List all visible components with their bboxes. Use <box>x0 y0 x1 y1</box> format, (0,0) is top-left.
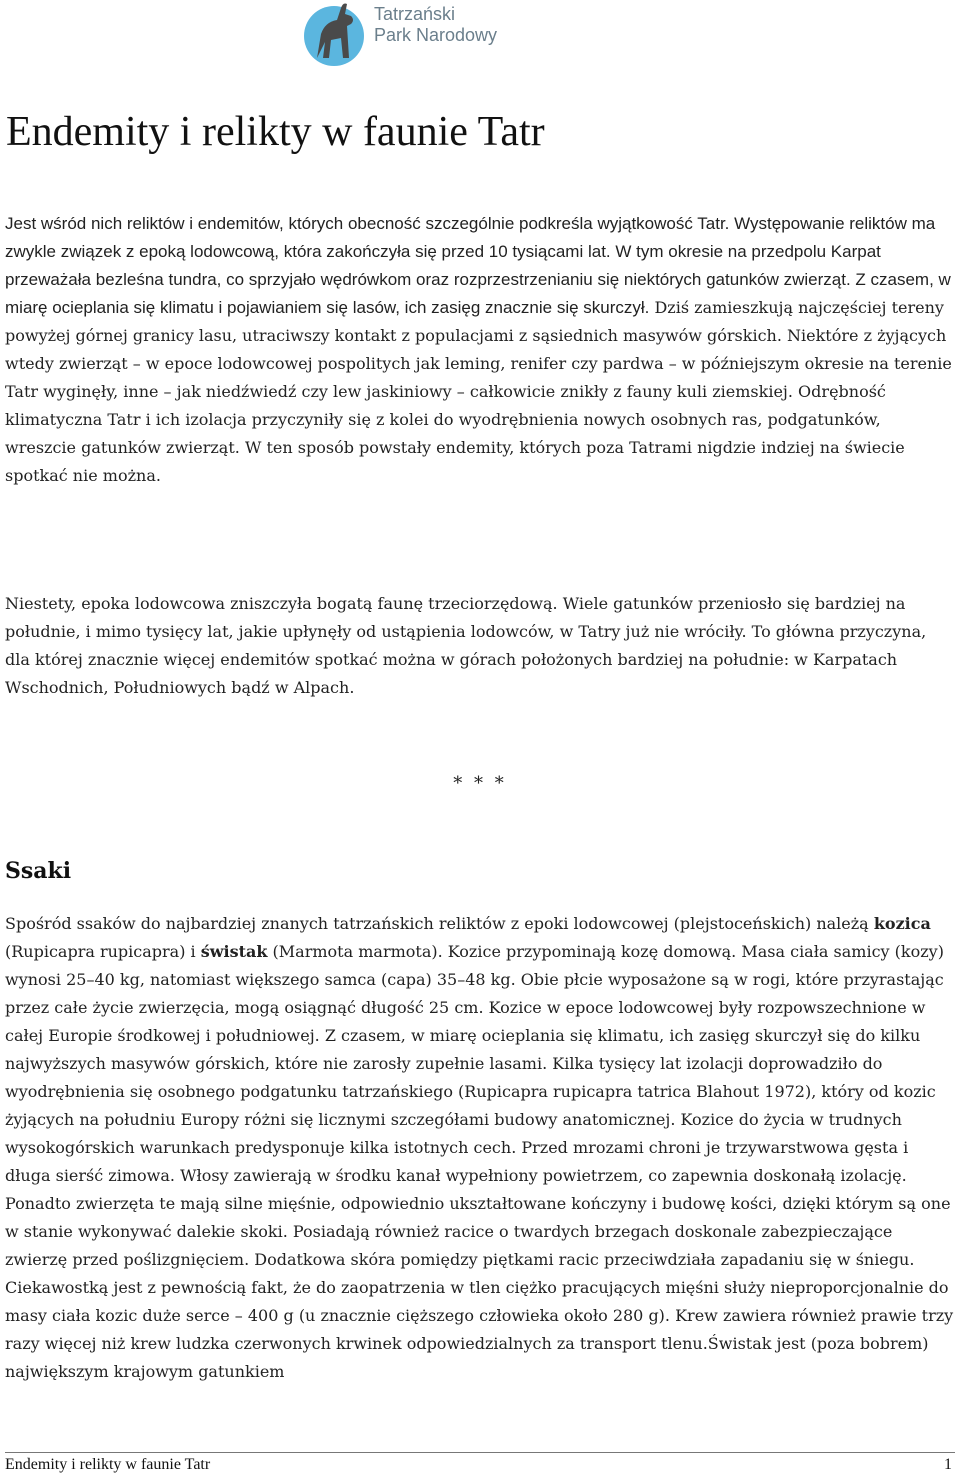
section-text-rest: (Marmota marmota). Kozice przypominają kozę domową. Masa ciała samicy (kozy) wynosi 25–40 kg, natomiast większego samca (capa) 35–48 kg. Obie płcie wyposażone są w rogi, które przyrastając przez całe życie zwierzęcia, mogą osiągnąć długość 25 cm. Kozice w epoce lodowcowej były rozpowszechnione w całej Europie środkowej i południowej. Z czasem, w miarę ocieplania się klimatu, ich zasięg skurczył się do kilku najwyższych masywów górskich, które nie zarosły zupełnie lasami. Kilka tysięcy lat izolacji doprowadziło do wyodrębnienia się osobnego podgatunku tatrzańskiego (Rupicapra rupicapra tatrica Blahout 1972), który od kozic żyjących na południu Europy różni się licznymi szczegółami budowy anatomicznej. Kozice do życia w trudnych wysokogórskich warunkach predysponuje kilka istotnych cech. Przed mrozami chroni je trzywarstwowa gęsta i długa sierść zimowa. Włosy zawierają w środku kanał wypełniony powietrzem, co zapewnia doskonałą izolację. Ponadto zwierzęta te mają silne mięśnie, odpowiednio ukształtowane kończyny i budowę kości, dzięki którym są one w stanie wykonywać dalekie skoki. Posiadają również racice o twardych brzegach doskonale zabezpieczające zwierzę przed poślizgnięciem. Dodatkowa skóra pomiędzy piętkami racic przeciwdziała zapadaniu się w śniegu. Ciekawostką jest z pewnością fakt, że do zaopatrzenia w tlen ciężko pracujących mięśni służy nieproporcjonalnie do masy ciała kozic duże serce – 400 g (u znacznie cięższego człowieka około 280 g). Krew zawiera również prawie trzy razy więcej niż krew ludzka czerwonych krwinek odpowiedzialnych za transport tlenu.Świstak jest (poza bobrem) największym krajowym gatunkiem <box>5 942 954 1381</box>
intro-paragraph-1-sans-part: Jest wśród nich reliktów i endemitów, których obecność szczególnie podkreśla wyjątkowość Tatr. Występowanie reliktów ma zwykle związek z epoką lodowcową, która zakończyła się przed 10 tysiącami lat. W tym okresie na przedpolu Karpat przeważała bezleśna tundra, co sprzyjało wędrówkom oraz rozprzestrzenianiu się niektórych gatunków zwierząt. Z czasem, w miarę ocieplania się klimatu i pojawianiem się lasów, ich zasięg znacznie się skurczył. <box>5 214 951 317</box>
bold-term-kozica: kozica <box>873 914 931 933</box>
section-text-mid: (Rupicapra rupicapra) i <box>5 942 201 961</box>
park-logo <box>303 0 533 70</box>
intro-paragraph-2: Niestety, epoka lodowcowa zniszczyła bogatą faunę trzeciorzędową. Wiele gatunków przeniosło się bardziej na południe, i mimo tysięcy lat, jakie upłynęły od ustąpienia lodowców, w Tatry już nie wróciły. To główna przyczyna, dla której znacznie więcej endemitów spotkać można w górach położonych bardziej na południe: w Karpatach Wschodnich, Południowych bądź w Alpach. <box>5 594 927 697</box>
intro-paragraph-1-serif-part: Dziś zamieszkują najczęściej tereny powyżej górnej granicy lasu, utraciwszy kontakt z populacjami z sąsiednich masywów górskich. Niektóre z żyjących wtedy zwierząt – w epoce lodowcowej pospolitych jak leming, renifer czy pardwa – w późniejszym okresie na terenie Tatr wyginęły, inne – jak niedźwiedź czy lew jaskiniowy – całkowicie znikły z fauny kuli ziemskiej. Odrębność klimatyczna Tatr i ich izolacja przyczyniły się z kolei do wyodrębnienia nowych osobnych ras, podgatunków, wreszcie gatunków zwierząt. W ten sposób powstały endemity, których poza Tatrami nigdzie indziej na świecie spotkać nie można. <box>5 298 952 485</box>
intro-paragraph-1 <box>5 210 955 490</box>
section-divider: * * * <box>453 773 507 794</box>
section-text-start: Spośród ssaków do najbardziej znanych tatrzańskich reliktów z epoki lodowcowej (plejstoceńskich) należą <box>5 914 874 933</box>
logo-line-1: Tatrzański <box>374 4 456 24</box>
section-paragraph <box>5 910 955 1386</box>
footer-divider <box>5 1452 955 1453</box>
logo-line-2: Park Narodowy <box>374 25 498 45</box>
page-title: Endemity i relikty w faunie Tatr <box>6 109 545 155</box>
chamois-logo-icon <box>303 0 369 68</box>
footer-title: Endemity i relikty w faunie Tatr <box>5 1456 211 1473</box>
bold-term-swistak: świstak <box>200 942 268 961</box>
section-heading: Ssaki <box>5 858 72 884</box>
page-number: 1 <box>944 1456 952 1473</box>
